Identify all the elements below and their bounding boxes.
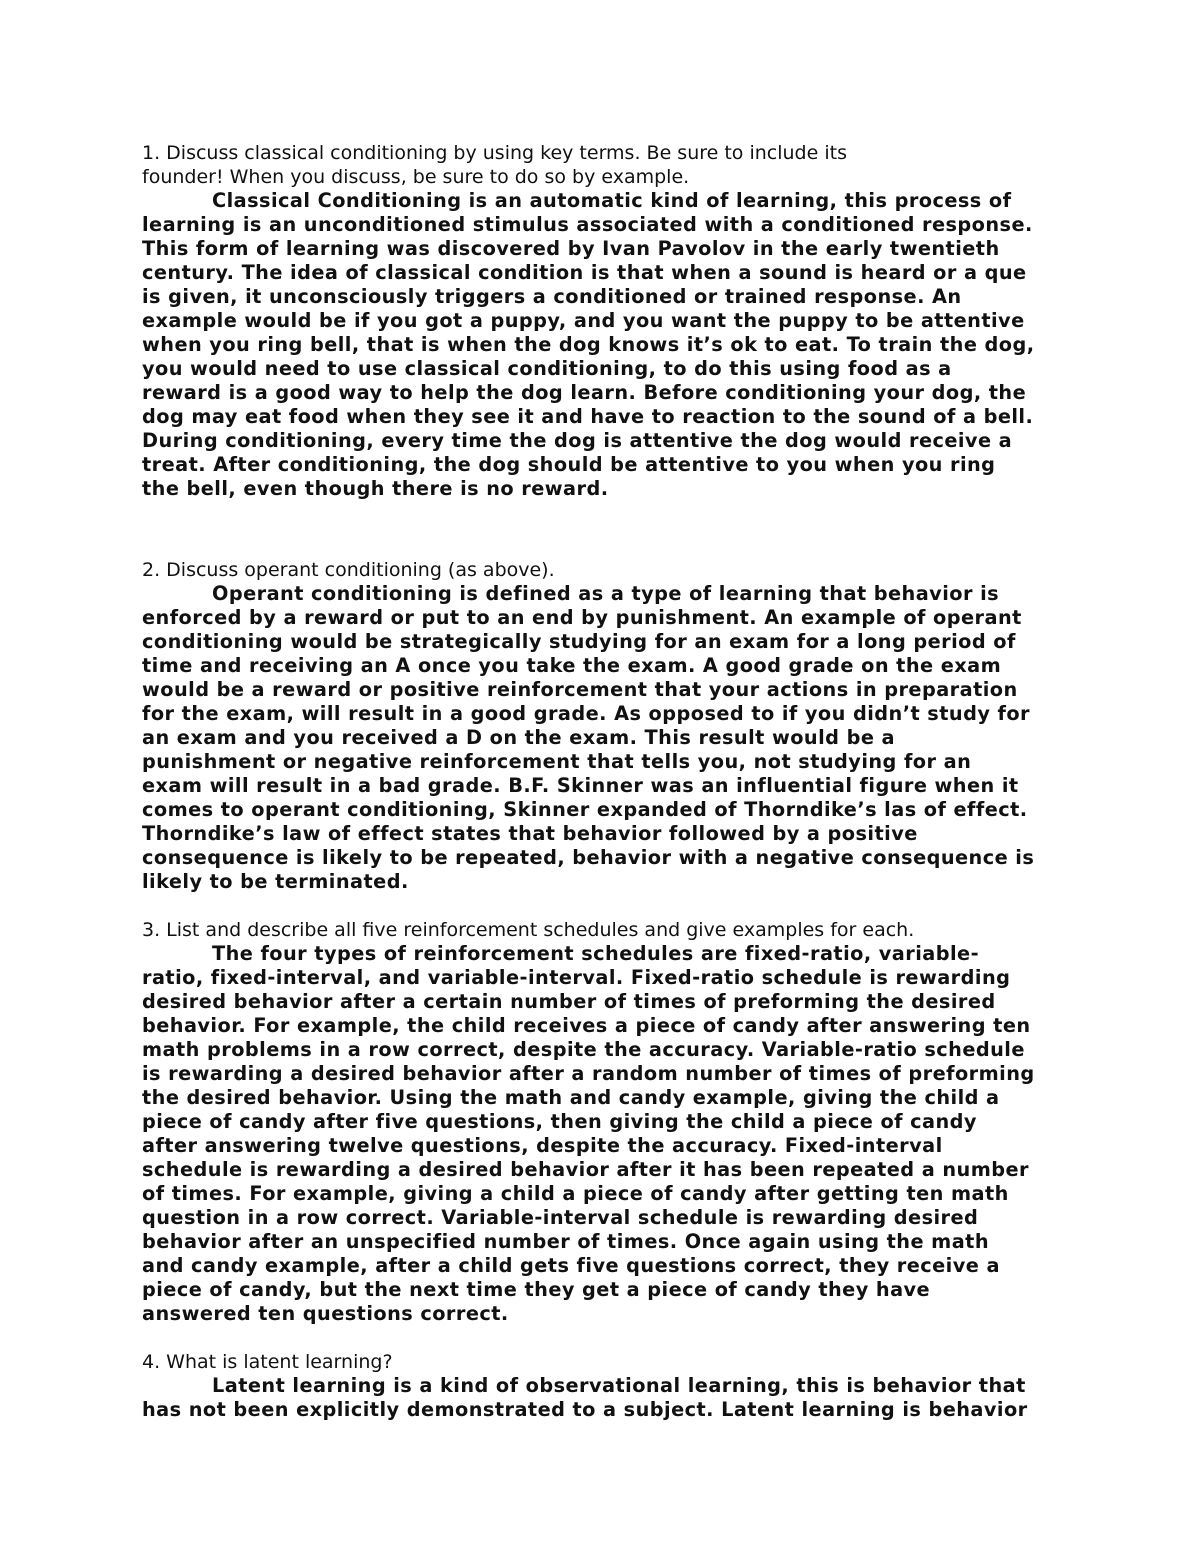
answer-line: has not been explicitly demonstrated to a subject. Latent learning is behavior [142, 1398, 1028, 1421]
answer-line: conditioning would be strategically studying for an exam for a long period of [142, 630, 1016, 653]
answer-line: is given, it unconsciously triggers a conditioned or trained response. An [142, 285, 962, 308]
answer-4 [142, 1374, 1072, 1422]
answer-line: after answering twelve questions, despite the accuracy. Fixed-interval [142, 1134, 943, 1157]
question-1 [142, 141, 1072, 189]
answer-line: answered ten questions correct. [142, 1302, 509, 1325]
answer-line: comes to operant conditioning, Skinner expanded of Thorndike’s las of effect. [142, 798, 1028, 821]
answer-line: century. The idea of classical condition is that when a sound is heard or a que [142, 261, 1027, 284]
answer-line: is rewarding a desired behavior after a random number of times of preforming [142, 1062, 1035, 1085]
answer-line: Operant conditioning is defined as a type of learning that behavior is [212, 582, 1000, 605]
answer-line: time and receiving an A once you take the exam. A good grade on the exam [142, 654, 1002, 677]
question-3 [142, 918, 1072, 942]
answer-line: when you ring bell, that is when the dog knows it’s ok to eat. To train the dog, [142, 333, 1035, 356]
answer-line: the bell, even though there is no reward. [142, 477, 609, 500]
answer-2 [142, 582, 1072, 894]
question-line: founder! When you discuss, be sure to do so by example. [142, 166, 690, 188]
answer-line: enforced by a reward or put to an end by punishment. An example of operant [142, 606, 1022, 629]
answer-line: ratio, fixed-interval, and variable-interval. Fixed-ratio schedule is rewarding [142, 966, 1011, 989]
document-body [142, 141, 1072, 1422]
answer-line: treat. After conditioning, the dog should be attentive to you when you ring [142, 453, 996, 476]
answer-line: This form of learning was discovered by Ivan Pavolov in the early twentieth [142, 237, 1000, 260]
section-1 [142, 141, 1072, 501]
answer-line: dog may eat food when they see it and have to reaction to the sound of a bell. [142, 405, 1034, 428]
answer-line: schedule is rewarding a desired behavior after it has been repeated a number [142, 1158, 1029, 1181]
question-line: 2. Discuss operant conditioning (as above). [142, 559, 555, 581]
answer-line: reward is a good way to help the dog learn. Before conditioning your dog, the [142, 381, 1027, 404]
answer-line: consequence is likely to be repeated, behavior with a negative consequence is [142, 846, 1035, 869]
answer-line: math problems in a row correct, despite the accuracy. Variable-ratio schedule [142, 1038, 1025, 1061]
answer-line: for the exam, will result in a good grade. As opposed to if you didn’t study for [142, 702, 1030, 725]
question-line: 3. List and describe all five reinforcement schedules and give examples for each. [142, 919, 915, 941]
answer-line: and candy example, after a child gets five questions correct, they receive a [142, 1254, 1000, 1277]
answer-line: would be a reward or positive reinforcement that your actions in preparation [142, 678, 1018, 701]
answer-line: behavior after an unspecified number of times. Once again using the math [142, 1230, 990, 1253]
answer-line: behavior. For example, the child receives a piece of candy after answering ten [142, 1014, 1031, 1037]
question-line: 4. What is latent learning? [142, 1351, 393, 1373]
answer-line: Latent learning is a kind of observational learning, this is behavior that [212, 1374, 1026, 1397]
answer-line: punishment or negative reinforcement that tells you, not studying for an [142, 750, 972, 773]
answer-line: desired behavior after a certain number of times of preforming the desired [142, 990, 996, 1013]
question-line: 1. Discuss classical conditioning by using key terms. Be sure to include its [142, 142, 847, 164]
answer-line: learning is an unconditioned stimulus associated with a conditioned response. [142, 213, 1033, 236]
section-2 [142, 558, 1072, 894]
answer-1 [142, 189, 1072, 501]
answer-line: piece of candy, but the next time they get a piece of candy they have [142, 1278, 931, 1301]
answer-line: example would be if you got a puppy, and you want the puppy to be attentive [142, 309, 1025, 332]
answer-line: piece of candy after five questions, then giving the child a piece of candy [142, 1110, 977, 1133]
answer-line: you would need to use classical conditioning, to do this using food as a [142, 357, 952, 380]
answer-line: The four types of reinforcement schedules are fixed-ratio, variable- [212, 942, 980, 965]
question-2 [142, 558, 1072, 582]
question-4 [142, 1350, 1072, 1374]
section-4 [142, 1350, 1072, 1422]
answer-line: an exam and you received a D on the exam. This result would be a [142, 726, 895, 749]
answer-line: of times. For example, giving a child a piece of candy after getting ten math [142, 1182, 1009, 1205]
answer-line: Thorndike’s law of effect states that behavior followed by a positive [142, 822, 918, 845]
section-3 [142, 918, 1072, 1326]
answer-line: likely to be terminated. [142, 870, 409, 893]
answer-line: During conditioning, every time the dog is attentive the dog would receive a [142, 429, 1013, 452]
answer-line: Classical Conditioning is an automatic kind of learning, this process of [212, 189, 1012, 212]
answer-line: exam will result in a bad grade. B.F. Skinner was an influential figure when it [142, 774, 1019, 797]
answer-line: question in a row correct. Variable-interval schedule is rewarding desired [142, 1206, 979, 1229]
answer-line: the desired behavior. Using the math and candy example, giving the child a [142, 1086, 1000, 1109]
answer-3 [142, 942, 1072, 1326]
